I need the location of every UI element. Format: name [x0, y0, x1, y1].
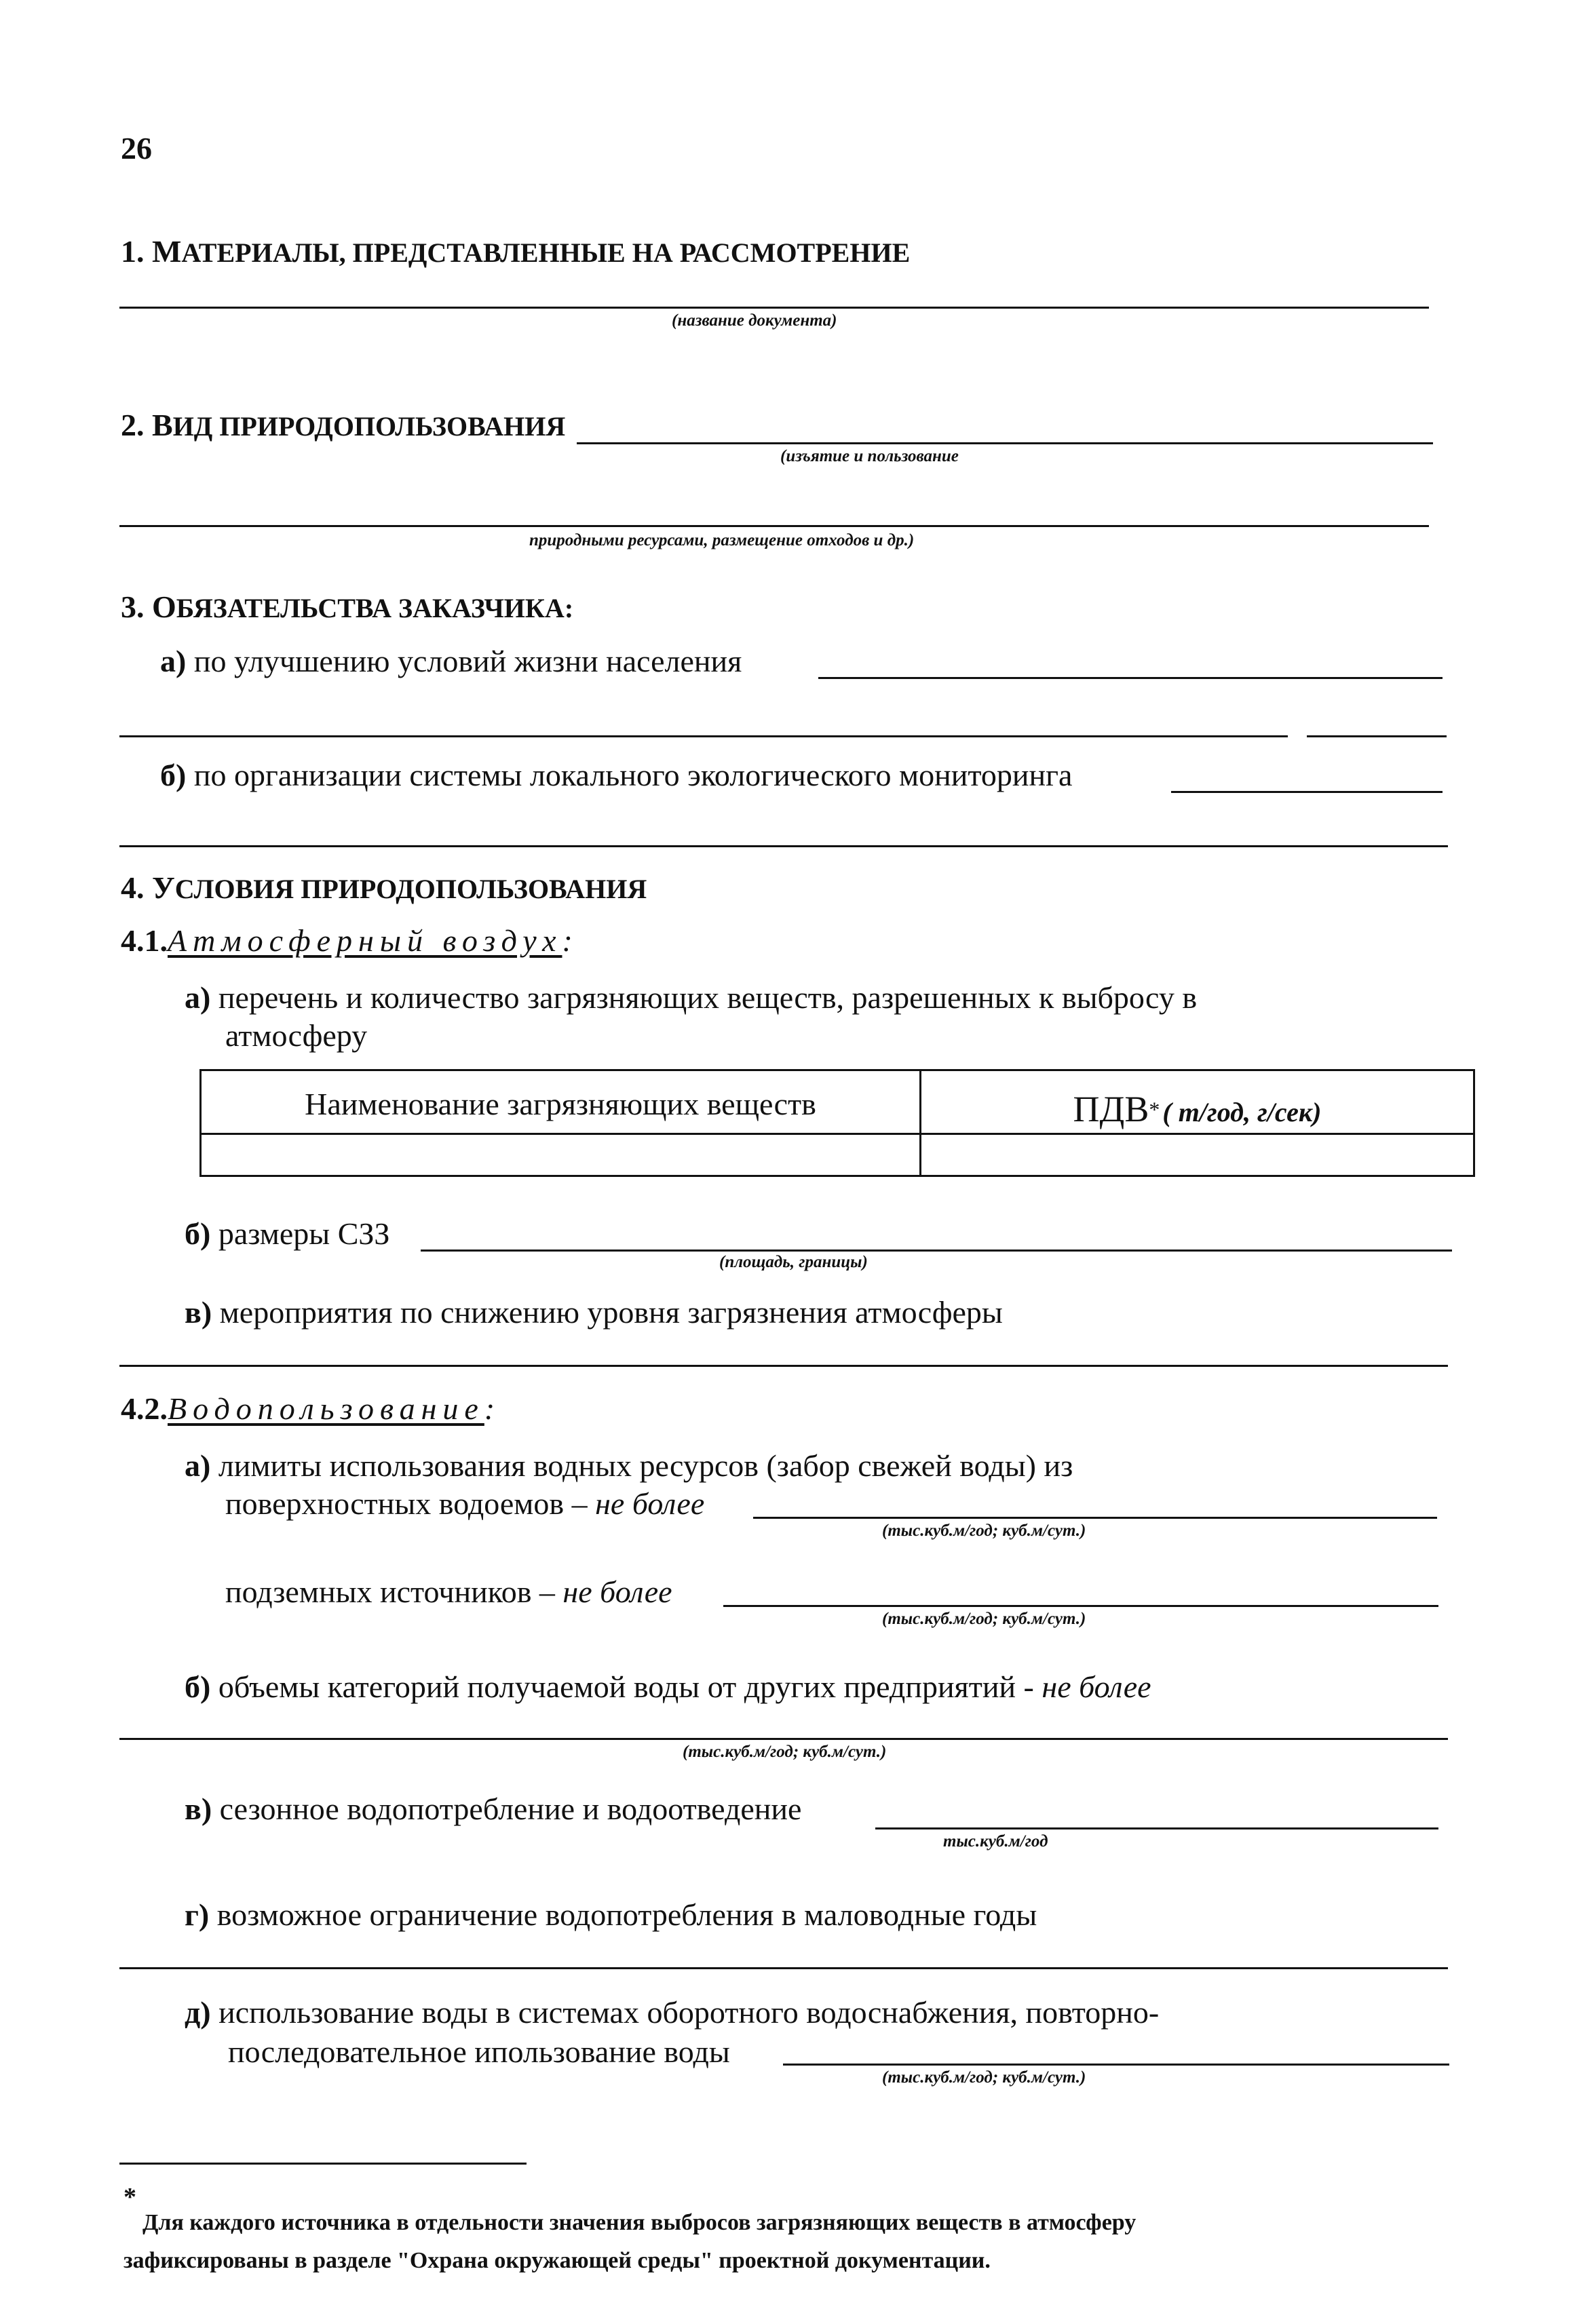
subsection-4-1-colon: :	[562, 923, 573, 958]
water-b-text: объемы категорий получаемой воды от других предприятий -	[218, 1669, 1034, 1704]
section-4-heading	[121, 872, 647, 904]
water-d-line-1: использование воды в системах оборотного водоснабжения, повторно-	[218, 1995, 1160, 2030]
air-measures-field[interactable]	[119, 1365, 1448, 1367]
water-a-letter: а)	[185, 1448, 211, 1483]
section-1-title: АТЕРИАЛЫ, ПРЕДСТАВЛЕННЫЕ НА РАССМОТРЕНИЕ	[181, 237, 911, 268]
footnote-line-1: Для каждого источника в отдельности значения выбросов загрязняющих веществ в атмосферу	[142, 2210, 1137, 2235]
water-d	[185, 1997, 1159, 2028]
subsection-4-2-title: Водопользование	[168, 1391, 484, 1426]
subsection-4-2-number: 4.2.	[121, 1391, 168, 1426]
footnote-separator	[119, 2163, 527, 2165]
water-a-line-2	[225, 1488, 704, 1519]
air-v	[185, 1297, 1003, 1328]
pdv-label: ПДВ	[1073, 1089, 1149, 1129]
water-g	[185, 1899, 1037, 1931]
section-2-title-cap: В	[152, 408, 173, 442]
obligation-b-letter: б)	[160, 758, 187, 792]
subsection-4-2-heading	[121, 1393, 495, 1425]
surface-water-hint: (тыс.куб.м/год; куб.м/сут.)	[882, 1522, 1086, 1540]
footnote-line-2: зафиксированы в разделе "Охрана окружающей среды" проектной документации.	[123, 2248, 991, 2273]
pdv-footnote-mark: *	[1149, 1097, 1160, 1122]
received-water-field[interactable]	[119, 1738, 1448, 1740]
nature-use-type-field-2[interactable]	[119, 525, 1429, 527]
table-cell-pdv[interactable]	[921, 1134, 1474, 1176]
seasonal-water-hint: тыс.куб.м/год	[943, 1832, 1048, 1851]
table-header-pollutants	[201, 1070, 921, 1134]
footnote-mark: *	[123, 2183, 136, 2211]
table-cell-pollutant[interactable]	[201, 1134, 921, 1176]
air-a-line-1: перечень и количество загрязняющих веществ, разрешенных к выбросу в	[218, 980, 1198, 1015]
section-3-heading	[121, 589, 574, 624]
surface-water-limit: не более	[595, 1486, 705, 1521]
air-b-text: размеры СЗЗ	[218, 1216, 390, 1251]
obligation-a	[160, 646, 742, 677]
subsection-4-1-heading	[121, 925, 573, 956]
air-a	[185, 982, 1197, 1013]
section-1-title-cap: М	[152, 234, 182, 269]
nature-use-hint-2: природными ресурсами, размещение отходов и др.)	[529, 531, 915, 549]
section-3-title: БЯЗАТЕЛЬСТВА ЗАКАЗЧИКА:	[176, 593, 574, 623]
nature-use-type-field[interactable]	[577, 442, 1433, 444]
water-b-limit: не более	[1042, 1669, 1151, 1704]
section-4-title-cap: У	[152, 870, 175, 905]
page-number: 26	[121, 131, 152, 166]
recycled-water-field[interactable]	[783, 2064, 1449, 2066]
living-conditions-field-2[interactable]	[119, 735, 1288, 737]
table-header-pollutants-label: Наименование загрязняющих веществ	[305, 1087, 816, 1121]
air-v-letter: в)	[185, 1295, 212, 1330]
section-4-number: 4.	[121, 870, 145, 905]
monitoring-field[interactable]	[1171, 791, 1443, 793]
surface-water-label: поверхностных водоемов –	[225, 1486, 588, 1521]
water-d-letter: д)	[185, 1995, 211, 2030]
obligation-b-text: по организации системы локального экологического мониторинга	[193, 758, 1073, 792]
section-3-number: 3.	[121, 589, 145, 624]
table-header-row	[201, 1070, 1474, 1134]
water-d-line-2: последовательное ипользование воды	[228, 2034, 730, 2069]
water-restriction-field[interactable]	[119, 1967, 1448, 1969]
surface-water-field[interactable]	[753, 1517, 1437, 1519]
air-v-text: мероприятия по снижению уровня загрязнения атмосферы	[219, 1295, 1003, 1330]
received-water-hint: (тыс.куб.м/год; куб.м/сут.)	[683, 1743, 887, 1761]
szz-size-hint: (площадь, границы)	[719, 1253, 868, 1271]
szz-size-field[interactable]	[421, 1250, 1452, 1252]
section-1-heading	[121, 236, 910, 267]
nature-use-hint-1: (изъятие и пользование	[780, 447, 959, 465]
groundwater-field[interactable]	[723, 1605, 1438, 1607]
subsection-4-2-colon: :	[484, 1391, 495, 1426]
water-a-line-3	[225, 1576, 672, 1608]
monitoring-field-2[interactable]	[119, 845, 1448, 847]
groundwater-limit: не более	[562, 1574, 672, 1609]
air-b	[185, 1218, 389, 1250]
section-2-heading	[121, 410, 565, 441]
water-v-text: сезонное водопотребление и водоотведение	[219, 1792, 802, 1826]
obligation-b	[160, 760, 1072, 791]
section-3-title-cap: О	[152, 589, 176, 624]
obligation-a-text: по улучшению условий жизни населения	[193, 644, 742, 678]
section-1-number: 1.	[121, 234, 145, 269]
seasonal-water-field[interactable]	[875, 1827, 1438, 1829]
water-g-text: возможное ограничение водопотребления в маловодные годы	[216, 1897, 1037, 1932]
pollutants-table	[199, 1069, 1475, 1177]
air-b-letter: б)	[185, 1216, 211, 1251]
air-a-letter: а)	[185, 980, 211, 1015]
groundwater-label: подземных источников –	[225, 1574, 555, 1609]
subsection-4-1-title: Атмосферный воздух	[168, 923, 562, 958]
living-conditions-field[interactable]	[818, 677, 1443, 679]
table-header-pdv	[921, 1070, 1474, 1134]
water-b-letter: б)	[185, 1669, 211, 1704]
pdv-units: ( т/год, г/сек)	[1162, 1097, 1322, 1127]
section-2-number: 2.	[121, 408, 145, 442]
recycled-water-hint: (тыс.куб.м/год; куб.м/сут.)	[882, 2068, 1086, 2087]
living-conditions-field-3[interactable]	[1307, 735, 1447, 737]
subsection-4-1-number: 4.1.	[121, 923, 168, 958]
groundwater-hint: (тыс.куб.м/год; куб.м/сут.)	[882, 1610, 1086, 1628]
table-row	[201, 1134, 1474, 1176]
air-a-line-2: атмосферу	[225, 1018, 368, 1053]
water-v-letter: в)	[185, 1792, 212, 1826]
water-b	[185, 1671, 1151, 1703]
water-v	[185, 1794, 801, 1825]
table-header-pdv-label	[921, 1091, 1473, 1133]
water-a-line-1: лимиты использования водных ресурсов (забор свежей воды) из	[218, 1448, 1073, 1483]
document-name-hint: (название документа)	[672, 311, 837, 330]
obligation-a-letter: а)	[160, 644, 187, 678]
document-name-field[interactable]	[119, 307, 1429, 309]
section-2-title: ИД ПРИРОДОПОЛЬЗОВАНИЯ	[172, 411, 566, 442]
water-g-letter: г)	[185, 1897, 210, 1932]
section-4-title: СЛОВИЯ ПРИРОДОПОЛЬЗОВАНИЯ	[174, 874, 647, 904]
water-a	[185, 1450, 1073, 1481]
